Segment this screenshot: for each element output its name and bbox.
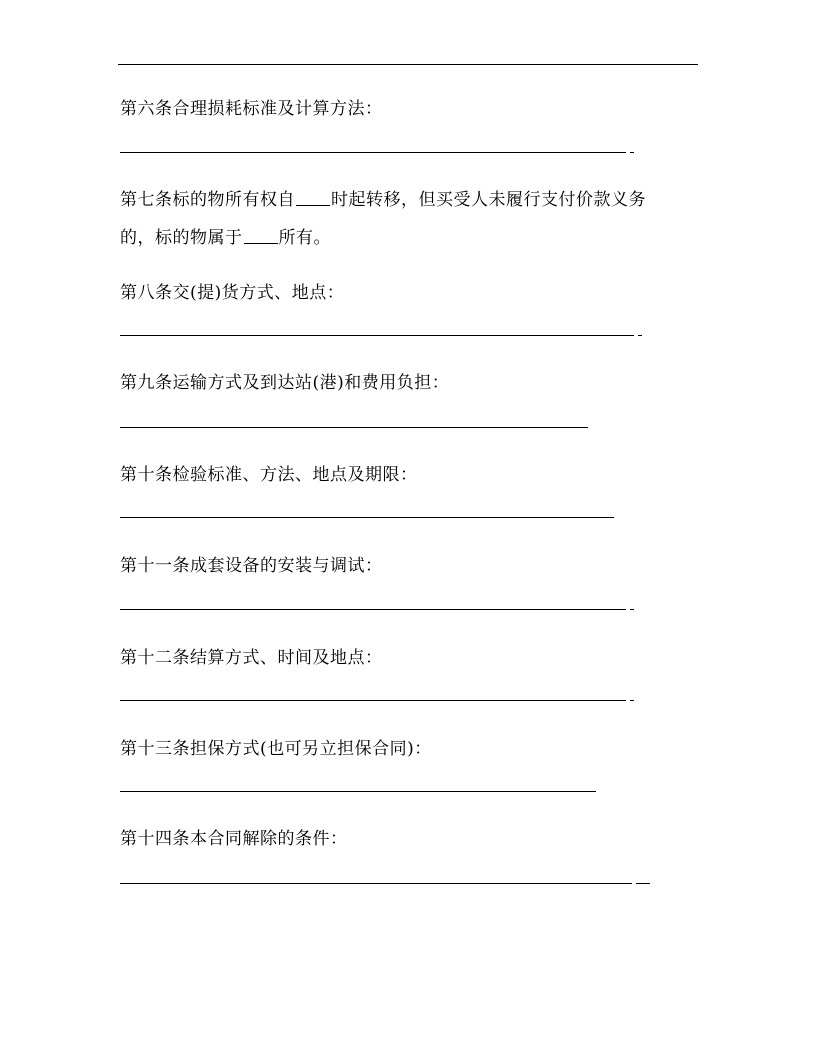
clause-13: 第十三条担保方式(也可另立担保合同)： [120, 739, 432, 759]
clause-12-blank[interactable] [120, 700, 626, 701]
clause-10-blank[interactable] [120, 517, 614, 518]
clause-11: 第十一条成套设备的安装与调试： [120, 556, 383, 576]
clause-12: 第十二条结算方式、时间及地点： [120, 648, 383, 668]
clause-13-blank[interactable] [120, 791, 596, 792]
clause-11-blank[interactable] [120, 609, 626, 610]
clause-7-part-b: 时起转移，但买受人未履行支付价款义务 [331, 190, 646, 210]
clause-14: 第十四条本合同解除的条件： [120, 829, 348, 849]
clause-7-part-c: 的，标的物属于 [120, 228, 243, 248]
clause-7-part-d: 所有。 [278, 228, 331, 248]
clause-9-blank[interactable] [120, 427, 588, 428]
clause-7-owner-blank[interactable] [244, 228, 278, 244]
clause-8: 第八条交(提)货方式、地点： [120, 283, 345, 303]
clause-9: 第九条运输方式及到达站(港)和费用负担： [120, 373, 450, 393]
clause-7-time-blank[interactable] [296, 190, 330, 206]
clause-14-blank[interactable] [120, 883, 632, 884]
clause-7-line-1 [120, 190, 646, 210]
clause-7-part-a: 第七条标的物所有权自 [120, 190, 295, 210]
clause-6: 第六条合理损耗标准及计算方法： [120, 99, 383, 119]
clause-6-blank[interactable] [120, 152, 626, 153]
header-rule [118, 64, 698, 65]
clause-10: 第十条检验标准、方法、地点及期限： [120, 465, 418, 485]
clause-8-blank[interactable] [120, 335, 634, 336]
clause-7-line-2 [120, 228, 331, 248]
